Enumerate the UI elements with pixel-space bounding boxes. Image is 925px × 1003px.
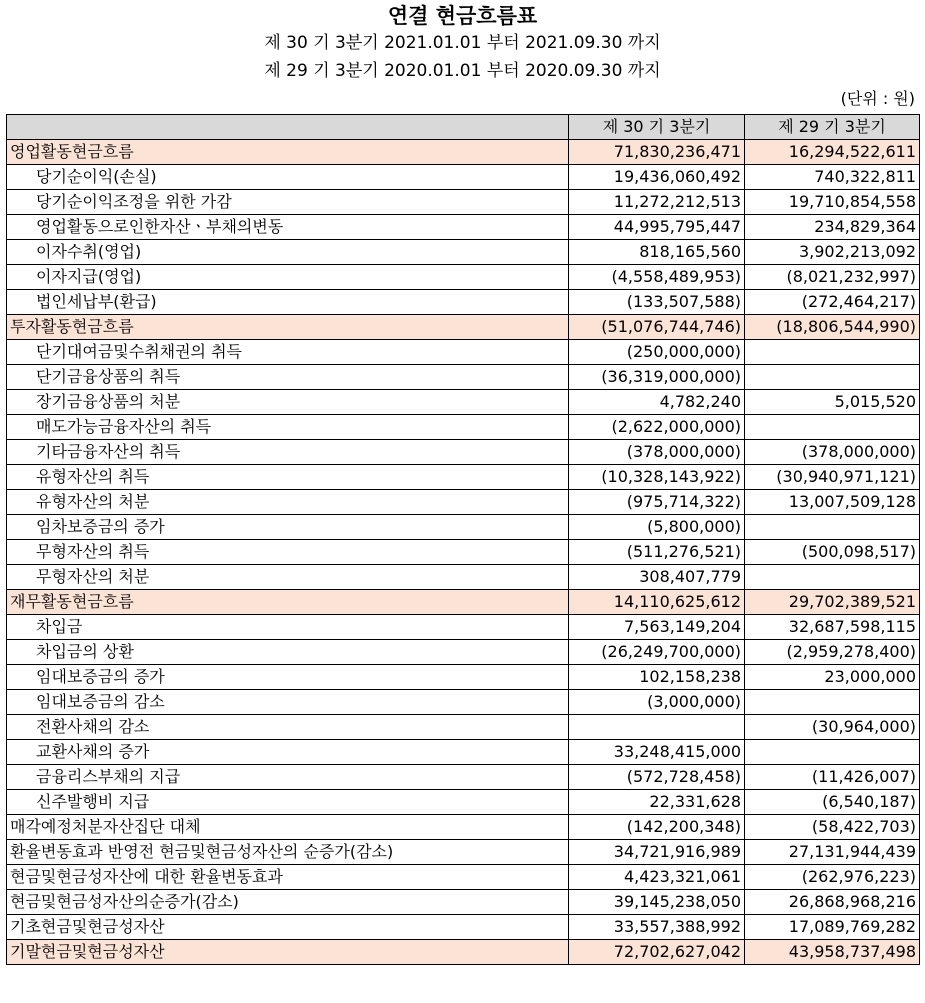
prior-period-value (745, 365, 920, 390)
prior-period-value (745, 515, 920, 540)
current-period-value: 4,423,321,061 (569, 865, 745, 890)
row-label: 매각예정처분자산집단 대체 (7, 815, 569, 840)
table-row (7, 640, 920, 665)
table-row (7, 465, 920, 490)
row-label: 무형자산의 취득 (7, 540, 569, 565)
row-label: 단기금융상품의 취득 (7, 365, 569, 390)
prior-period-value: (2,959,278,400) (745, 640, 920, 665)
prior-period-value: 16,294,522,611 (745, 140, 920, 165)
current-period-value: 71,830,236,471 (569, 140, 745, 165)
current-period-value: (2,622,000,000) (569, 415, 745, 440)
row-label: 임대보증금의 감소 (7, 690, 569, 715)
section-row (7, 140, 920, 165)
current-period-value: (572,728,458) (569, 765, 745, 790)
current-period-value: 7,563,149,204 (569, 615, 745, 640)
current-period-value: 19,436,060,492 (569, 165, 745, 190)
current-period-value: (142,200,348) (569, 815, 745, 840)
row-label: 기타금융자산의 취득 (7, 440, 569, 465)
prior-period-value: (11,426,007) (745, 765, 920, 790)
current-period-value: 818,165,560 (569, 240, 745, 265)
row-label: 현금및현금성자산에 대한 환율변동효과 (7, 865, 569, 890)
prior-period-value: 29,702,389,521 (745, 590, 920, 615)
current-period-value: (10,328,143,922) (569, 465, 745, 490)
prior-period-value: 32,687,598,115 (745, 615, 920, 640)
row-label: 투자활동현금흐름 (7, 315, 569, 340)
current-period-value (569, 715, 745, 740)
header-prior-period: 제 29 기 3분기 (745, 115, 920, 140)
prior-period-value: (378,000,000) (745, 440, 920, 465)
current-period-value: (250,000,000) (569, 340, 745, 365)
current-period-value: (975,714,322) (569, 490, 745, 515)
table-row (7, 265, 920, 290)
table-row (7, 215, 920, 240)
period-current: 제 30 기 3분기 2021.01.01 부터 2021.09.30 까지 (264, 33, 661, 53)
current-period-value: (26,249,700,000) (569, 640, 745, 665)
current-period-value: 11,272,212,513 (569, 190, 745, 215)
table-row (7, 540, 920, 565)
prior-period-value: (500,098,517) (745, 540, 920, 565)
prior-period-value: 27,131,944,439 (745, 840, 920, 865)
table-row (7, 365, 920, 390)
row-label: 신주발행비 지급 (7, 790, 569, 815)
prior-period-value: (8,021,232,997) (745, 265, 920, 290)
cash-flow-table (6, 114, 920, 965)
row-label: 현금및현금성자산의순증가(감소) (7, 890, 569, 915)
prior-period-value (745, 690, 920, 715)
section-row (7, 315, 920, 340)
prior-period-value: (6,540,187) (745, 790, 920, 815)
current-period-value: (51,076,744,746) (569, 315, 745, 340)
prior-period-value: (30,964,000) (745, 715, 920, 740)
row-label: 당기순이익(손실) (7, 165, 569, 190)
row-label: 영업활동으로인한자산ㆍ부채의변동 (7, 215, 569, 240)
current-period-value: 39,145,238,050 (569, 890, 745, 915)
prior-period-value (745, 415, 920, 440)
table-row (7, 290, 920, 315)
row-label: 이자수취(영업) (7, 240, 569, 265)
current-period-value: (378,000,000) (569, 440, 745, 465)
table-row (7, 665, 920, 690)
current-period-value: 72,702,627,042 (569, 940, 745, 965)
row-label: 교환사채의 증가 (7, 740, 569, 765)
period-prior: 제 29 기 3분기 2020.01.01 부터 2020.09.30 까지 (264, 61, 661, 81)
table-row (7, 165, 920, 190)
prior-period-value (745, 340, 920, 365)
row-label: 단기대여금및수취채권의 취득 (7, 340, 569, 365)
row-label: 매도가능금융자산의 취득 (7, 415, 569, 440)
prior-period-value: 5,015,520 (745, 390, 920, 415)
prior-period-value: (262,976,223) (745, 865, 920, 890)
row-label: 차입금의 상환 (7, 640, 569, 665)
row-label: 차입금 (7, 615, 569, 640)
row-label: 당기순이익조정을 위한 가감 (7, 190, 569, 215)
table-row (7, 340, 920, 365)
row-label: 장기금융상품의 처분 (7, 390, 569, 415)
prior-period-value (745, 565, 920, 590)
current-period-value: (3,000,000) (569, 690, 745, 715)
table-row (7, 565, 920, 590)
table-row (7, 440, 920, 465)
current-period-value: 22,331,628 (569, 790, 745, 815)
section-row (7, 590, 920, 615)
header-current-period: 제 30 기 3분기 (569, 115, 745, 140)
prior-period-value: 17,089,769,282 (745, 915, 920, 940)
row-label: 유형자산의 처분 (7, 490, 569, 515)
table-row (7, 190, 920, 215)
prior-period-value: 740,322,811 (745, 165, 920, 190)
prior-period-value: (18,806,544,990) (745, 315, 920, 340)
current-period-value: 44,995,795,447 (569, 215, 745, 240)
table-row (7, 890, 920, 915)
prior-period-value: 234,829,364 (745, 215, 920, 240)
current-period-value: 14,110,625,612 (569, 590, 745, 615)
row-label: 임차보증금의 증가 (7, 515, 569, 540)
current-period-value: (133,507,588) (569, 290, 745, 315)
current-period-value: 33,248,415,000 (569, 740, 745, 765)
header-account (7, 115, 569, 140)
prior-period-value (745, 740, 920, 765)
current-period-value: 308,407,779 (569, 565, 745, 590)
prior-period-value: 43,958,737,498 (745, 940, 920, 965)
table-row (7, 790, 920, 815)
current-period-value: (4,558,489,953) (569, 265, 745, 290)
current-period-value: (5,800,000) (569, 515, 745, 540)
row-label: 이자지급(영업) (7, 265, 569, 290)
current-period-value: (511,276,521) (569, 540, 745, 565)
section-row (7, 940, 920, 965)
table-row (7, 815, 920, 840)
row-label: 기말현금및현금성자산 (7, 940, 569, 965)
table-row (7, 740, 920, 765)
table-row (7, 840, 920, 865)
prior-period-value: 13,007,509,128 (745, 490, 920, 515)
table-row (7, 615, 920, 640)
table-row (7, 715, 920, 740)
current-period-value: (36,319,000,000) (569, 365, 745, 390)
current-period-value: 34,721,916,989 (569, 840, 745, 865)
statement-title: 연결 현금흐름표 (387, 4, 538, 28)
prior-period-value: 26,868,968,216 (745, 890, 920, 915)
row-label: 재무활동현금흐름 (7, 590, 569, 615)
table-row (7, 415, 920, 440)
table-row (7, 690, 920, 715)
current-period-value: 4,782,240 (569, 390, 745, 415)
table-row (7, 240, 920, 265)
prior-period-value: (30,940,971,121) (745, 465, 920, 490)
row-label: 무형자산의 처분 (7, 565, 569, 590)
unit-label: (단위 : 원) (840, 89, 915, 108)
row-label: 금융리스부채의 지급 (7, 765, 569, 790)
row-label: 법인세납부(환급) (7, 290, 569, 315)
table-row (7, 865, 920, 890)
row-label: 영업활동현금흐름 (7, 140, 569, 165)
row-label: 기초현금및현금성자산 (7, 915, 569, 940)
table-row (7, 765, 920, 790)
table-row (7, 390, 920, 415)
table-row (7, 490, 920, 515)
prior-period-value: (58,422,703) (745, 815, 920, 840)
row-label: 전환사채의 감소 (7, 715, 569, 740)
table-row (7, 515, 920, 540)
table-header-row (7, 115, 920, 140)
prior-period-value: 3,902,213,092 (745, 240, 920, 265)
row-label: 임대보증금의 증가 (7, 665, 569, 690)
current-period-value: 102,158,238 (569, 665, 745, 690)
current-period-value: 33,557,388,992 (569, 915, 745, 940)
row-label: 유형자산의 취득 (7, 465, 569, 490)
prior-period-value: 23,000,000 (745, 665, 920, 690)
prior-period-value: (272,464,217) (745, 290, 920, 315)
table-row (7, 915, 920, 940)
prior-period-value: 19,710,854,558 (745, 190, 920, 215)
row-label: 환율변동효과 반영전 현금및현금성자산의 순증가(감소) (7, 840, 569, 865)
